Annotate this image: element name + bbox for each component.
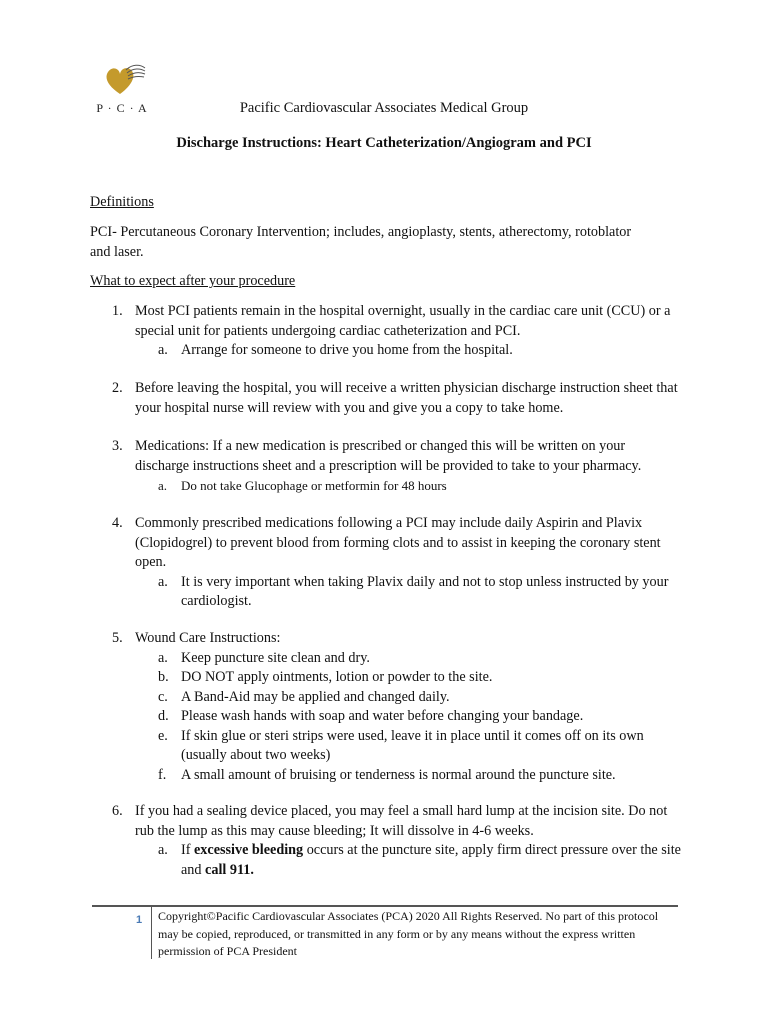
sub-item-letter: a.	[158, 573, 168, 590]
list-item	[112, 802, 682, 880]
sub-item	[158, 707, 682, 727]
list-item-number: 1.	[112, 303, 123, 319]
list-item	[112, 514, 682, 612]
sub-item	[158, 476, 682, 496]
sub-item	[158, 668, 682, 688]
list-item	[112, 302, 682, 361]
list-item-text: Before leaving the hospital, you will receive a written physician discharge instruction sheet that your hospital nurse will review with you and give you a copy to take home.	[135, 380, 678, 416]
sub-item-text-pre: If	[181, 842, 194, 858]
sub-item-text: If skin glue or steri strips were used, leave it in place until it comes off on its own (usually about two weeks)	[181, 727, 644, 763]
sub-item-text: Please wash hands with soap and water before changing your bandage.	[181, 708, 584, 724]
list-item-number: 5.	[112, 630, 123, 646]
sub-item-letter: d.	[158, 708, 169, 724]
footer-copyright: Copyright©Pacific Cardiovascular Associates (PCA) 2020 All Rights Reserved. No part of this protocol may be copied, reproduced, or transmitted in any form or by any means without the express written permission of PCA President	[158, 909, 659, 958]
sub-item	[158, 727, 682, 766]
sub-item-letter: a.	[158, 649, 168, 666]
sub-item-letter: e.	[158, 727, 168, 744]
list-item-text: Most PCI patients remain in the hospital overnight, usually in the cardiac care unit (CCU) or a special unit for patients undergoing cardiac catheterization and PCI.	[135, 303, 671, 339]
definitions-line-1: PCI- Percutaneous Coronary Intervention; includes, angioplasty, stents, atherectomy, rotoblator	[90, 224, 632, 240]
sub-item-letter: f.	[158, 766, 167, 783]
sub-item	[158, 688, 682, 708]
list-item-text: Medications: If a new medication is prescribed or changed this will be written on your discharge instructions sheet and a prescription will be provided to take to your pharmacy.	[135, 438, 642, 474]
list-item-text: If you had a sealing device placed, you may feel a small hard lump at the incision site. Do not rub the lump as this may cause bleeding; It will dissolve in 4-6 weeks.	[135, 803, 668, 839]
expect-heading: What to expect after your procedure	[90, 273, 296, 289]
sub-item-letter: a.	[158, 842, 168, 858]
list-item	[112, 379, 682, 418]
logo-text: P · C · A	[96, 101, 148, 115]
sub-item-text: Do not take Glucophage or metformin for 48 hours	[181, 478, 447, 493]
document-title: Discharge Instructions: Heart Catheterization/Angiogram and PCI	[176, 135, 592, 151]
list-item-number: 6.	[112, 803, 123, 819]
page-number: 1	[136, 914, 143, 926]
sub-item-letter: c.	[158, 688, 168, 705]
excessive-bleeding-emphasis: excessive bleeding	[194, 842, 304, 858]
sub-item-text	[181, 841, 682, 880]
footer-vertical-divider	[151, 907, 152, 959]
list-item-text: Wound Care Instructions:	[135, 630, 281, 646]
sub-item-text: A Band-Aid may be applied and changed daily.	[181, 688, 450, 705]
footer-divider	[92, 905, 678, 907]
list-item-text: Commonly prescribed medications following a PCI may include daily Aspirin and Plavix (Clopidogrel) to prevent blood from forming clots and to assist in keeping the coronary stent open.	[135, 515, 661, 570]
list-item-number: 2.	[112, 380, 123, 396]
list-item	[112, 629, 682, 785]
sub-item	[158, 573, 682, 612]
sub-item-letter: b.	[158, 669, 169, 685]
sub-item-text: A small amount of bruising or tenderness is normal around the puncture site.	[181, 766, 616, 783]
sub-item	[158, 766, 682, 786]
list-item	[112, 437, 682, 496]
sub-item	[158, 649, 682, 669]
definitions-heading: Definitions	[90, 194, 154, 210]
sub-item	[158, 841, 682, 880]
list-item-number: 4.	[112, 515, 123, 531]
definitions-line-2: and laser.	[90, 243, 144, 260]
sub-item-text: Arrange for someone to drive you home from the hospital.	[181, 342, 513, 358]
call-911-emphasis: call 911.	[205, 861, 254, 878]
sub-item-text: Keep puncture site clean and dry.	[181, 649, 370, 666]
sub-item-text-mid: occurs at the puncture site, apply firm direct pressure over the site and	[181, 842, 681, 878]
list-item-number: 3.	[112, 438, 123, 454]
sub-item-letter: a.	[158, 342, 168, 358]
definitions-text	[90, 223, 680, 262]
sub-item-text: DO NOT apply ointments, lotion or powder to the site.	[181, 669, 493, 685]
organization-name: Pacific Cardiovascular Associates Medical Group	[239, 100, 529, 116]
sub-item	[158, 341, 682, 361]
sub-item-letter: a.	[158, 478, 168, 493]
heart-logo-icon	[98, 60, 146, 100]
sub-item-text: It is very important when taking Plavix daily and not to stop unless instructed by your cardiologist.	[181, 573, 669, 609]
